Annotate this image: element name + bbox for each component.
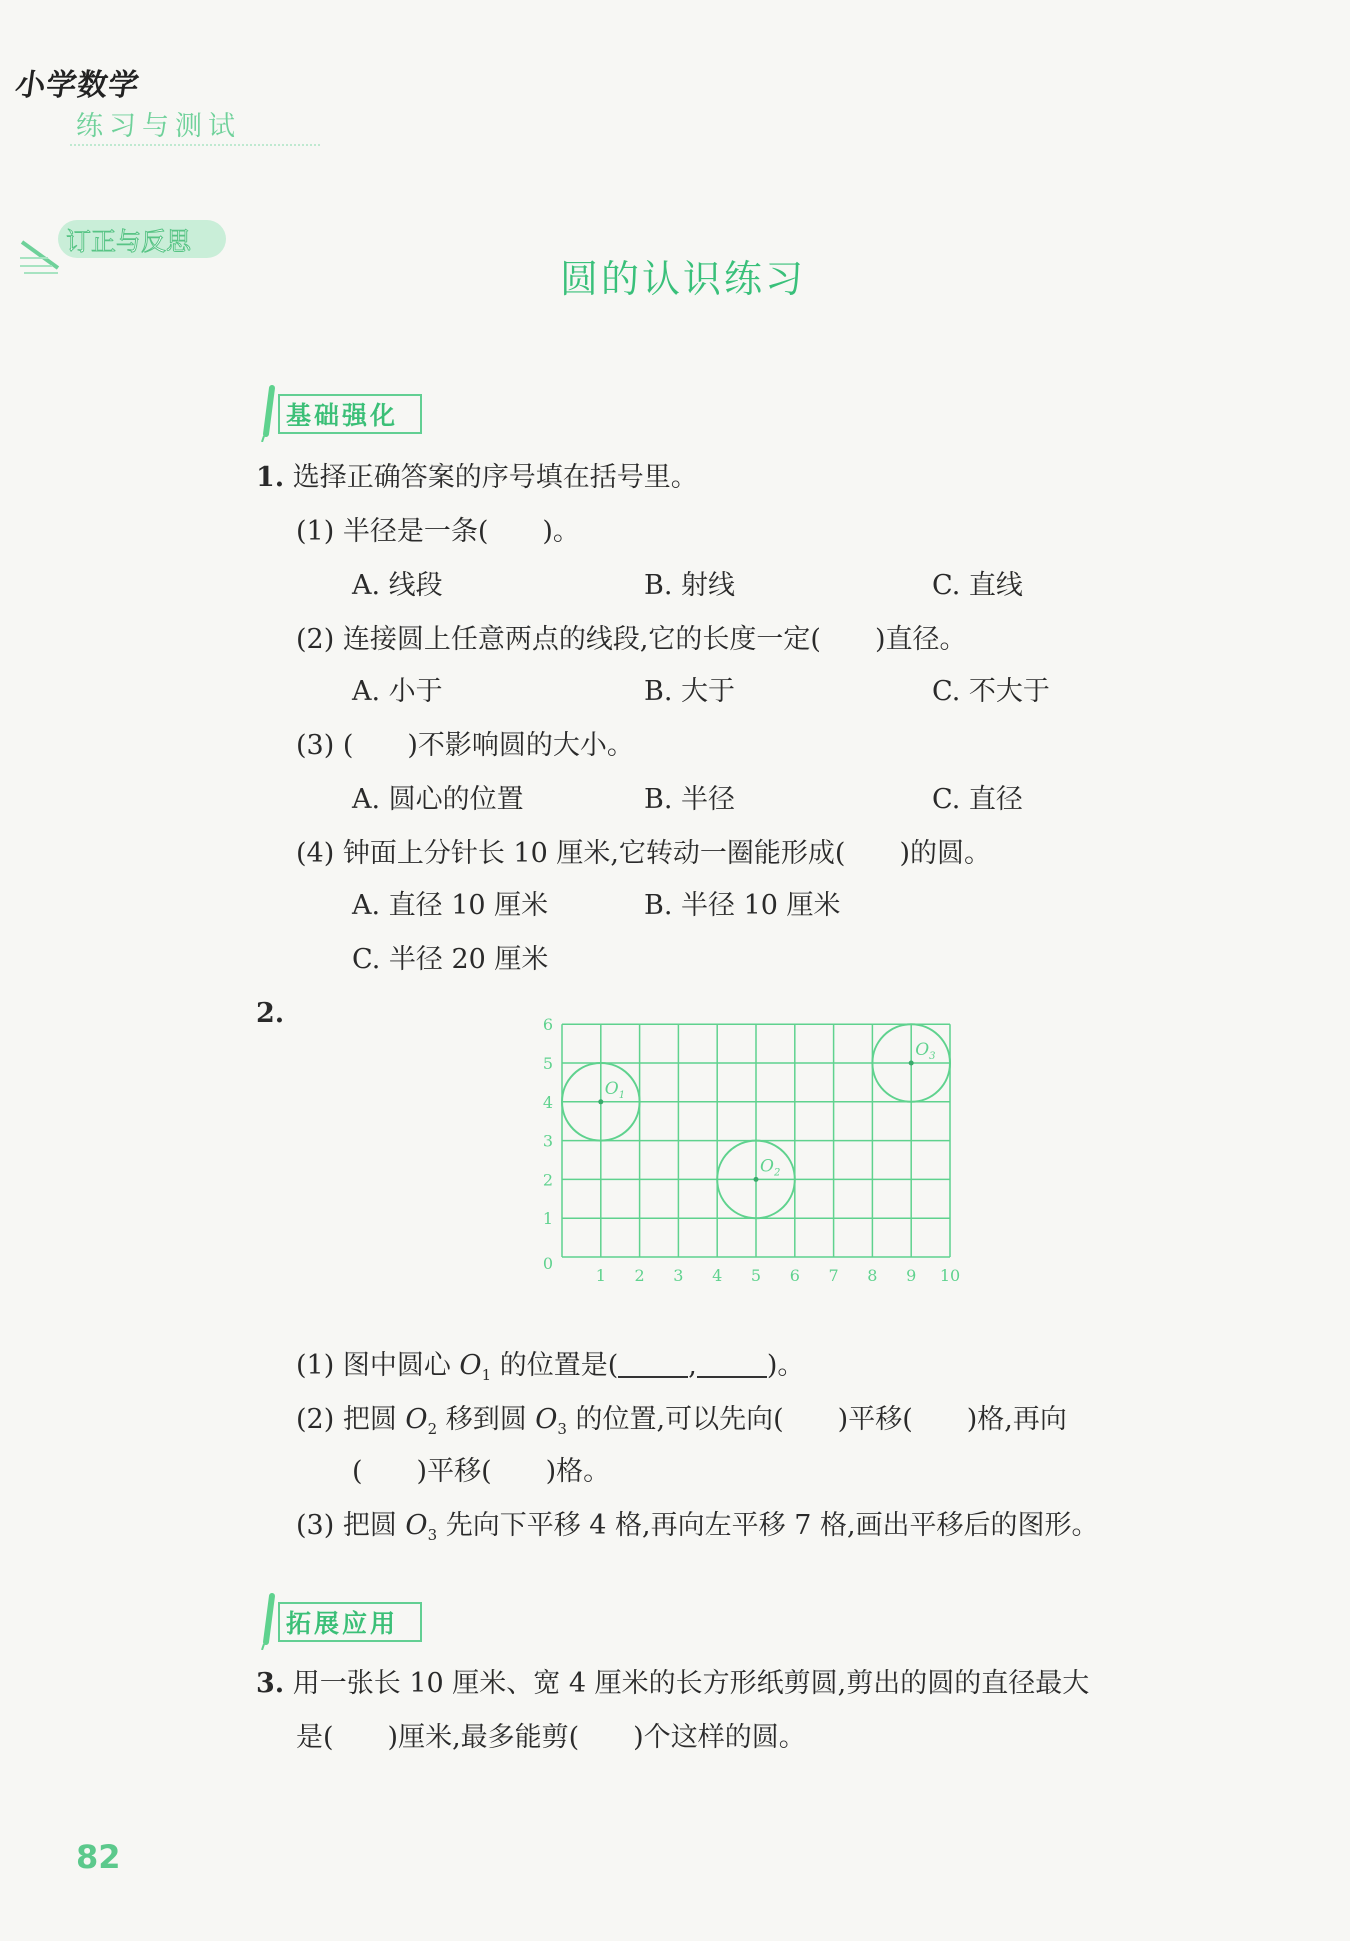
circle-label-o2: $O_2$ (760, 1156, 781, 1179)
q1-p4-stem: (4) 钟面上分针长 10 厘米,它转动一圈能形成( )的圆。 (296, 838, 991, 869)
x-tick-label: 5 (750, 1266, 762, 1285)
coordinate-grid (520, 1005, 980, 1295)
y-tick-label: 3 (542, 1131, 554, 1151)
y-tick-label: 4 (542, 1092, 554, 1112)
center-point-o3 (909, 1061, 914, 1066)
section-extended-label: 拓展应用 (286, 1609, 399, 1638)
brand-title: 小学数学 (13, 68, 142, 103)
y-tick-label: 6 (542, 1015, 554, 1035)
q1-p4-option-c: C. 半径 20 厘米 (352, 944, 549, 975)
q1-p2-stem: (2) 连接圆上任意两点的线段,它的长度一定( )直径。 (296, 624, 967, 655)
q1-number: 1. (256, 462, 285, 493)
page-title: 圆的认识练习 (560, 257, 807, 301)
q1-line (256, 458, 698, 498)
x-tick-label: 10 (939, 1266, 961, 1285)
y-tick-label: 2 (542, 1170, 554, 1190)
q1-p1-option-c: C. 直线 (932, 570, 1023, 601)
correction-tag (18, 216, 214, 262)
q1-stem: 选择正确答案的序号填在括号里。 (292, 462, 698, 493)
center-point-o1 (598, 1099, 603, 1104)
x-tick-label: 4 (712, 1266, 723, 1285)
q1-p3-stem: (3) ( )不影响圆的大小。 (296, 730, 634, 761)
q1-p1-option-b: B. 射线 (644, 570, 736, 601)
q1-p2-option-b: B. 大于 (644, 676, 736, 707)
circle-label-o1: $O_1$ (604, 1078, 626, 1101)
center-point-o2 (754, 1177, 759, 1182)
x-tick-label: 7 (828, 1266, 839, 1285)
q1-p4-option-b: B. 半径 10 厘米 (644, 890, 841, 921)
circle-label-o3: $O_3$ (915, 1040, 936, 1062)
q3-number: 3. (256, 1668, 285, 1699)
brand-divider (70, 144, 320, 146)
o1-label: O (459, 1350, 482, 1381)
x-tick-label: 2 (634, 1266, 645, 1285)
q1-p3-option-a: A. 圆心的位置 (352, 784, 524, 815)
y-tick-label: 0 (542, 1254, 554, 1273)
q1-p1-stem: (1) 半径是一条( )。 (296, 516, 580, 547)
y-tick-label: 1 (542, 1209, 554, 1229)
section-basic-tag (256, 390, 436, 434)
answer-blank-x[interactable] (618, 1350, 688, 1378)
section-basic-label: 基础强化 (286, 401, 399, 430)
q1-p2-option-c: C. 不大于 (932, 676, 1050, 707)
q2-number: 2. (256, 998, 285, 1029)
x-tick-label: 8 (867, 1266, 878, 1285)
q2-p2: (2) 把圆 $O_2$ 移到圆 $O_3$ 的位置,可以先向( )平移( )格,再向 (296, 1404, 1067, 1438)
x-tick-label: 9 (906, 1266, 917, 1285)
q1-p3-option-b: B. 半径 (644, 784, 736, 815)
answer-blank-y[interactable] (697, 1350, 767, 1378)
q2-p1: (1) 图中圆心 $O_1$ 的位置是( , )。 (296, 1350, 805, 1384)
x-tick-label: 1 (595, 1266, 606, 1285)
x-tick-label: 6 (789, 1266, 800, 1285)
q2-p2-line2: ( )平移( )格。 (352, 1456, 611, 1487)
section-extended-tag (256, 1598, 436, 1642)
q2-p3: (3) 把圆 $O_3$ 先向下平移 4 格,再向左平移 7 格,画出平移后的图形。 (296, 1510, 1099, 1544)
q1-p3-option-c: C. 直径 (932, 784, 1023, 815)
x-tick-label: 3 (673, 1266, 684, 1285)
q1-p1-option-a: A. 线段 (352, 570, 443, 601)
q1-p4-option-a: A. 直径 10 厘米 (352, 890, 549, 921)
page-number: 82 (76, 1838, 121, 1876)
q3-line2: 是( )厘米,最多能剪( )个这样的圆。 (296, 1722, 806, 1753)
q3-line1: 3. 用一张长 10 厘米、宽 4 厘米的长方形纸剪圆,剪出的圆的直径最大 (256, 1668, 1090, 1699)
correction-label: 订正与反思 (66, 227, 192, 256)
y-tick-label: 5 (542, 1054, 554, 1073)
brand-subtitle: 练习与测试 (76, 111, 241, 142)
q1-p2-option-a: A. 小于 (352, 676, 443, 707)
